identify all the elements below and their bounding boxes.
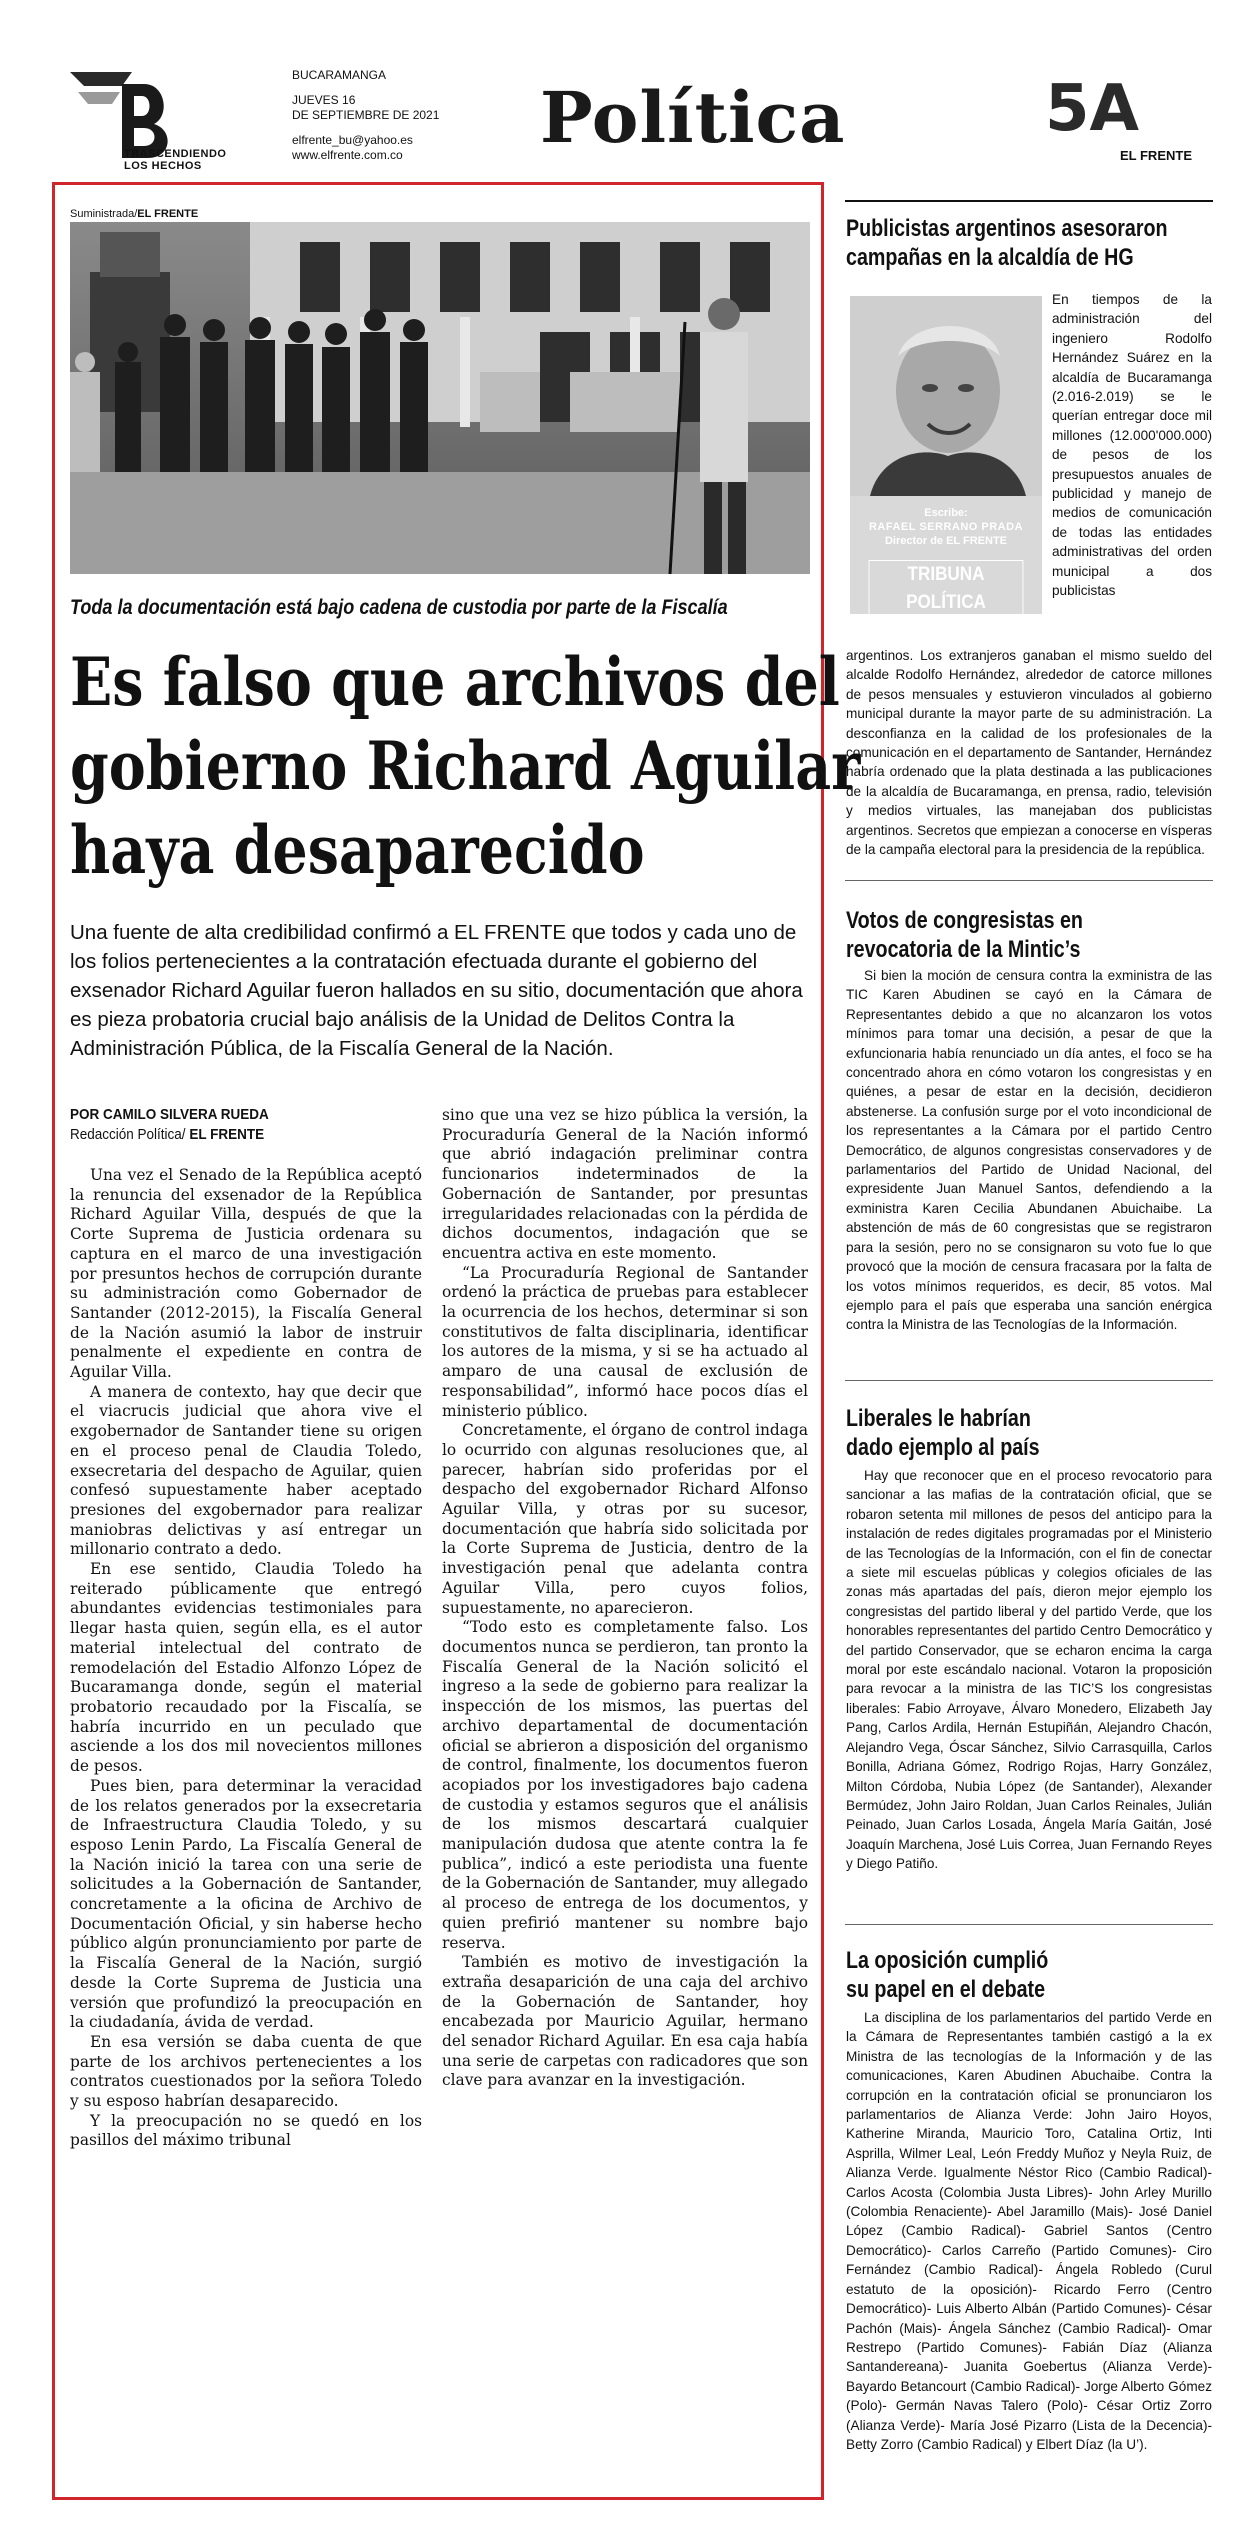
col1-title-line-1: Publicistas argentinos asesoraron xyxy=(846,215,1168,242)
columnist-box xyxy=(850,296,1042,614)
body-paragraph: sino que una vez se hizo pública la versión, la Procuraduría General de la Nación informó que abrió indagación preliminar contra funcionarios indeterminados de la Gobernación de Santander, por presuntas irregularidades relacionadas con la pérdida de dichos documentos, indagación que se encuentra activa en este momento. xyxy=(442,1106,808,1262)
sidebar-rule xyxy=(845,1924,1213,1925)
body-paragraph: Una vez el Senado de la República aceptó la renuncia del exsenador de la República Richard Aguilar Villa, después de que la Corte Suprema de Justicia ordenara su captura en el marco de una investigación por presuntos hechos de corrupción durante su administración como Gobernador de Santander (2012-2015), la Fiscalía General de la Nación asumió la labor de instruir penalmente el expediente en contra de Aguilar Villa. xyxy=(70,1166,422,1382)
city-label: BUCARAMANGA xyxy=(292,68,387,82)
photo-credit-prefix: Suministrada/ xyxy=(70,208,138,220)
contact-email: elfrente_bu@yahoo.es xyxy=(292,133,413,147)
body-paragraph: A manera de contexto, hay que decir que el viacrucis judicial que ahora vive el exgobernador de Santander tiene su origen en el proceso penal de Claudia Toledo, exsecretaria del despacho de Aguilar, quien confesó supuestamente haber aceptado presiones del exgobernador para realizar maniobras delictivas y así entregar un millonario contrato a dedo. xyxy=(70,1382,422,1559)
columnist-credit xyxy=(850,506,1042,548)
col2-title-line-1: Votos de congresistas en xyxy=(846,907,1083,934)
sidebar-col2-title xyxy=(846,906,1083,964)
columnist-name: RAFAEL SERRANO PRADA xyxy=(868,521,1024,533)
article-headline xyxy=(70,640,861,892)
sidebar-col1-title xyxy=(846,214,1168,272)
dateline xyxy=(292,68,439,163)
page-number: 5A xyxy=(1045,72,1140,146)
col1-wrap-text: En tiempos de la administración del ingeniero Rodolfo Hernández Suárez en la alcaldía de Bucaramanga (2.016-2.019) se le querían entregar doce mil millones (12.000'000.000) de pesos de los presupuestos anuales de publicidad y manejo de medios de comunicación de todas las entidades administrativas del orden municipal a dos publicistas xyxy=(1052,292,1212,599)
article-byline-desk xyxy=(70,1126,264,1143)
body-paragraph: Y la preocupación no se quedó en los pasillos del máximo tribunal xyxy=(70,2111,422,2150)
logo-tagline xyxy=(124,148,226,172)
col2-title-line-2: revocatoria de la Mintic’s xyxy=(846,936,1081,963)
col4-title-line-2: su papel en el debate xyxy=(846,1976,1046,2003)
col1-title-line-2: campañas en la alcaldía de HG xyxy=(846,244,1134,271)
logo-tagline-line-1: TRASCENDIENDO xyxy=(124,148,227,160)
article-body-column-2 xyxy=(442,1106,808,2496)
sidebar-rule xyxy=(845,880,1213,881)
article-kicker: Toda la documentación está bajo cadena de custodia por parte de la Fiscalía xyxy=(70,596,728,619)
photo-credit-brand: EL FRENTE xyxy=(137,208,199,220)
sidebar-col4-title xyxy=(846,1946,1048,2004)
columnist-role: Director de EL FRENTE xyxy=(884,535,1008,547)
body-paragraph: “La Procuraduría Regional de Santander ordenó la práctica de pruebas para establecer la ocurrencia de los hechos, determinar si son constitutivos de falta disciplinaria, identificar los autores de la misma, y si se ha actuado al amparo de una causal de exclusión de responsabilidad”, informó hace pocos días el ministerio público. xyxy=(442,1263,808,1420)
article-body-column-1 xyxy=(70,1166,422,2490)
article-photo xyxy=(70,222,810,574)
photo-credit xyxy=(70,208,198,220)
website-link: www.elfrente.com.co xyxy=(292,148,403,162)
byline-desk: Redacción Política/ xyxy=(70,1126,190,1143)
col4-paragraph: La disciplina de los parlamentarios del partido Verde en la Cámara de Representantes también castigó a la ex Ministra de las tecnologías de la Información y de las comunicaciones, Karen Abudinen Abuchaibe. Contra la corrupción en la contratación oficial se pronunciaron los parlamentarios de Alianza Verde: John Jairo Hoyos, Katherine Miranda, Mauricio Toro, Catalina Ortiz, Inti Asprilla, Wilmer Leal, León Freddy Muñoz y Neyla Ruiz, de Alianza Verde. Igualmente Néstor Rico (Cambio Radical)- Carlos Acosta (Colombia Justa Libres)- John Arley Murillo (Colombia Renaciente)- Abel Jaramillo (Mais)- José Daniel López (Cambio Radical)- Gabriel Santos (Centro Democrático)- Carlos Carreño (Partido Comunes)- Ciro Fernández (Cambio Radical)- Ángela Robledo (Curul estatuto de la oposición)- Ricardo Ferro (Centro Democrático)- Luis Alberto Albán (Partido Comunes)- César Pachón (Mais)- Ángela Sánchez (Cambio Radical)- Omar Restrepo (Partido Comunes)- Fabián Díaz (Alianza Santandereana)- Juanita Goebertus (Alianza Verde)- Bayardo Betancourt (Cambio Radical)- Jorge Alberto Gómez (Polo)- Germán Navas Talero (Polo)- César Ortiz Zorro (Alianza Verde)- María José Pizarro (Lista de la Decencia)- Betty Zorro (Cambio Radical) y Elbert Díaz (la U’). xyxy=(846,2010,1212,2452)
page-brand: EL FRENTE xyxy=(1120,148,1192,163)
headline-line-2: gobierno Richard Aguilar xyxy=(70,727,861,805)
column-name-badge: TRIBUNA POLÍTICA xyxy=(869,560,1024,618)
col4-body-text xyxy=(846,2008,1212,2454)
body-paragraph: Concretamente, el órgano de control indaga lo ocurrido con algunas resoluciones que, al parecer, habrían sido proferidas por el despacho del exgobernador Richard Alfonso Aguilar Villa, y otras por su sucesor, documentación que habría sido solicitada por la Corte Suprema de Justicia, dentro de la investigación penal que adelanta contra Aguilar Villa, pero cuyos folios, supuestamente, no aparecieron. xyxy=(442,1421,808,1617)
body-paragraph: En ese sentido, Claudia Toledo ha reiterado públicamente que entregó abundantes evidencias testimoniales para llegar hasta quien, según ella, es el autor material intelectual del contrato de remodelación del Estadio Alfonzo López de Bucaramanga donde, según el material probatorio recaudado por la Fiscalía, se habría incurrido en un peculado que asciende a los dos mil novecientos millones de pesos. xyxy=(70,1560,422,1776)
sidebar-col3-title xyxy=(846,1404,1040,1462)
col2-body-text xyxy=(846,966,1212,1335)
date-line-1: JUEVES 16 xyxy=(292,93,356,107)
body-paragraph: En esa versión se daba cuenta de que parte de los archivos pertenecientes a los contratos cuestionados por la señora Toledo y su esposo habrían desaparecido. xyxy=(70,2032,422,2111)
col2-paragraph: Si bien la moción de censura contra la exministra de las TIC Karen Abudinen se cayó en la Cámara de Representantes debido a que no alcanzaron los votos mínimos para tomar una decisión, a pesar de que la exfuncionaria había renunciado un día antes, el foco se ha concentrado ahora en cómo votaron los congresistas y en quiénes, a pesar de estar en la decisión, decidieron abstenerse. La confusión surge por el voto incondicional de los representantes a la Cámara por el partido Centro Democrático, de algunos congresistas conservadores y de parlamentarios del Partido de Unidad Nacional, del expresidente Juan Manuel Santos, defendiendo a la exministra Karen Cecilia Abundanen Abuichaibe. La abstención de más de 60 congresistas que se registraron para la sesión, pero no se consignaron su voto fue lo que provocó que la moción de censura fracasara por la falta de los votos mínimos requeridos, es decir, 85 votos. Mal ejemplo para el país que esperaba una sanción enérgica contra la Ministra de las Tecnologías de la Información. xyxy=(846,968,1212,1333)
sidebar-rule xyxy=(845,1380,1213,1381)
col3-title-line-1: Liberales le habrían xyxy=(846,1405,1031,1432)
body-paragraph: Pues bien, para determinar la veracidad de los relatos generados por la exsecretaria de Infraestructura Claudia Toledo, y su esposo Lenin Pardo, La Fiscalía General de la Nación inició la tarea con una serie de solicitudes a la Gobernación de Santander, concretamente a la oficina de Archivo de Documentación Oficial, y sin haberse hecho público algún pronunciamiento por parte de la Fiscalía General de la Nación, surgió desde la Corte Suprema de Justicia una versión que profundizó la preocupación en la ciudadanía, ávida de verdad. xyxy=(70,1776,422,2032)
date-line-2: DE SEPTIEMBRE DE 2021 xyxy=(292,108,440,122)
article-lede: Una fuente de alta credibilidad confirmó a EL FRENTE que todos y cada uno de los folios pertenecientes a la contratación efectuada durante el gobierno del exsenador Richard Aguilar fueron hallados en su sitio, documentación que ahora es pieza probatoria crucial bajo análisis de la Unidad de Delitos Contra la Administración Pública, de la Fiscalía General de la Nación. xyxy=(70,921,803,1060)
col1-body-text: argentinos. Los extranjeros ganaban el mismo sueldo del alcalde Rodolfo Hernández, alrededor de catorce millones de pesos mensuales y estuvieron vinculados al gobierno municipal durante la mayor parte de su administración. La desconfianza en la calidad de los profesionales de la comunicación en el departamento de Santander, Hernández habría ordenado que la plata destinada a las publicaciones de la alcaldía de Bucaramanga, en prensa, radio, televisión y medios virtuales, las manejaban dos publicistas argentinos. Secretos que empiezan a conocerse en vísperas de la campaña electoral para la presidencia de la república. xyxy=(846,648,1212,858)
columnist-photo xyxy=(850,296,1042,496)
headline-line-3: haya desaparecido xyxy=(70,811,645,889)
col3-paragraph: Hay que reconocer que en el proceso revocatorio para sancionar a las mafias de la contratación oficial, que se robaron setenta mil millones de pesos del anticipo para la instalación de redes digitales programadas por el Ministerio de las Tecnologías de la Información, con el fin de conectar a siete mil escuelas públicas y colegios oficiales de las zonas más apartadas del país, dieron mejor ejemplo los congresistas del partido liberal y del partido Verde, que los honorables representantes del partido Centro Democrático y del partido Conservador, que se echaron encima la carga moral por este escándalo nacional. Votaron la proposición para revocar a la ministra de las TIC’S los congresistas liberales: Fabio Arroyave, Álvaro Monedero, Elizabeth Jay Pang, Carlos Ardila, Hernán Estupiñán, Alejandro Chacón, Alejandro Vega, Óscar Sánchez, Silvio Carrasquilla, Carlos Bonilla, Adriana Gómez, Rodrigo Rojas, Harry González, Milton Córdoba, Nubia López (de Santander), Alexander Bermúdez, John Jairo Roldan, Juan Carlos Reinales, Julián Peinado, Juan Carlos Losada, Ángela María Gaitán, José Joaquín Marchena, José Luis Correa, Juan Fernando Reyes y Diego Patiño. xyxy=(846,1468,1212,1872)
col3-body-text xyxy=(846,1466,1212,1874)
body-paragraph: “Todo esto es completamente falso. Los documentos nunca se perdieron, tan pronto la Fiscalía General de la Nación solicitó el ingreso a la sede de gobierno para realizar la inspección de los mismos, las puertas del archivo departamental de documentación oficial se abrieron a disposición del organismo de control, finalmente, los documentos fueron acopiados por los investigadores bajo cadena de custodia y estamos seguros que el análisis de los mismos descartará cualquier manipulación dudosa que atente contra la fe publica”, indicó a este periodista una fuente de la Gobernación de Santander, muy allegado al proceso de entrega de los documentos, y quien prefirió mantener su nombre bajo reserva. xyxy=(442,1618,808,1952)
col4-title-line-1: La oposición cumplió xyxy=(846,1947,1049,1974)
logo-tagline-line-2: LOS HECHOS xyxy=(124,160,202,172)
sidebar-top-rule xyxy=(845,200,1213,202)
article-byline: POR CAMILO SILVERA RUEDA xyxy=(70,1106,269,1123)
col3-title-line-2: dado ejemplo al país xyxy=(846,1434,1040,1461)
section-title: Política xyxy=(540,76,846,159)
headline-line-1: Es falso que archivos del xyxy=(70,643,840,721)
columnist-label: Escribe: xyxy=(924,507,968,519)
byline-brand: EL FRENTE xyxy=(189,1126,265,1143)
body-paragraph: También es motivo de investigación la extraña desaparición de una caja del archivo de la Gobernación de Santander, hoy encabezada por Mauricio Aguilar, hermano del senador Richard Aguilar. En esa caja había una serie de carpetas con radicadores que son clave para avanzar en la investigación. xyxy=(442,1953,808,2090)
